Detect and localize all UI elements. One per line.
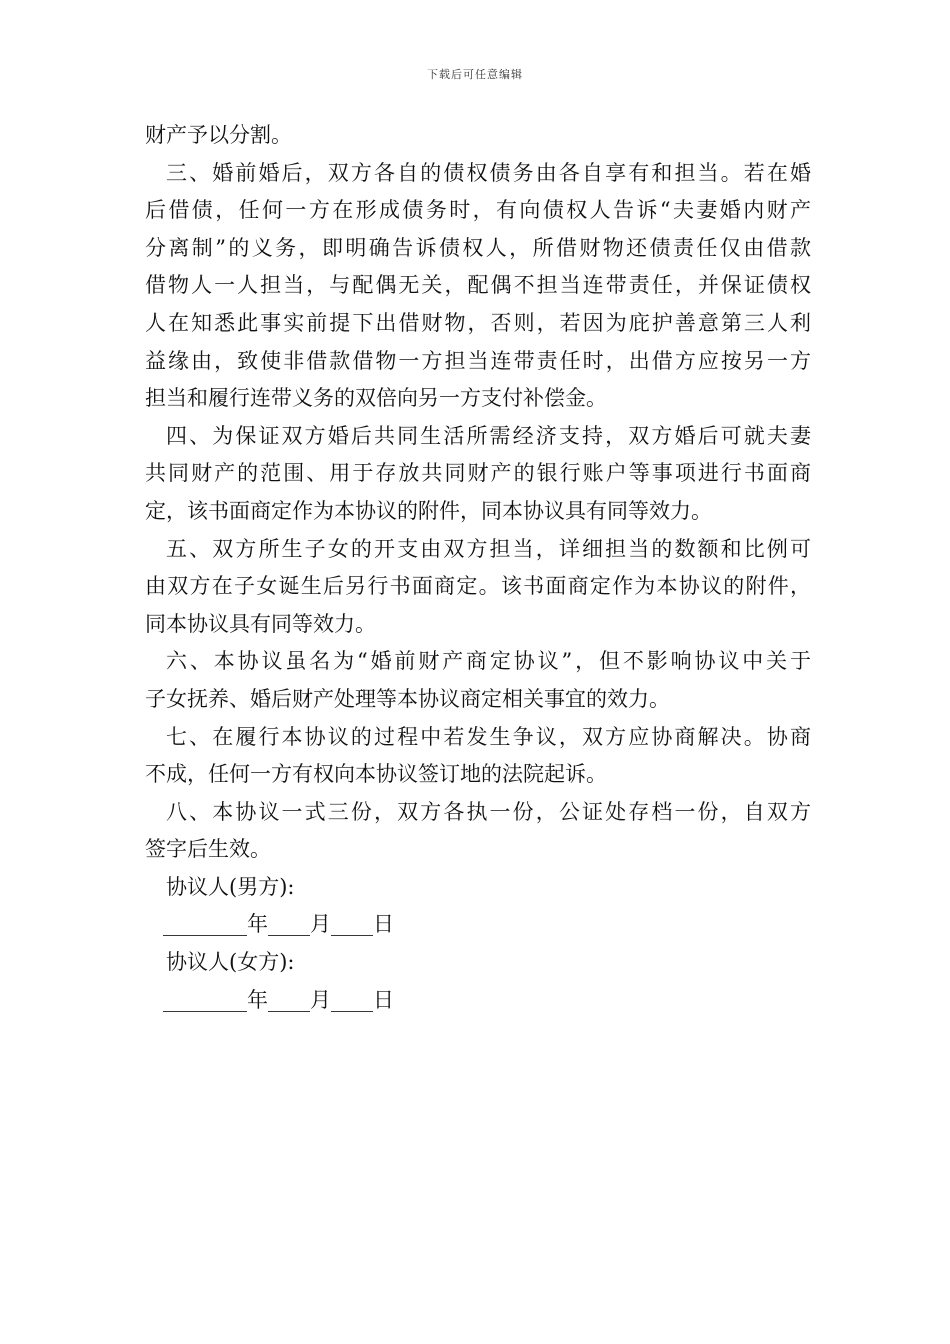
text-line: 财产予以分割。 <box>145 123 292 147</box>
clause-3-line: 借物人一人担当，与配偶无关，配偶不担当连带责任，并保证债权 <box>145 273 811 298</box>
clause-3-line: 担当和履行连带义务的双倍向另一方支付补偿金。 <box>145 386 607 411</box>
page-header: 下载后可任意编辑 <box>427 68 523 81</box>
clause-4-line: 共同财产的范围、用于存放共同财产的银行账户等事项进行书面商 <box>145 461 811 486</box>
clause-5-line: 同本协议具有同等效力。 <box>145 611 376 636</box>
male-signatory-label: 协议人(男方): <box>166 874 295 899</box>
clause-3-line: 益缘由，致使非借款借物一方担当连带责任时，出借方应按另一方 <box>145 348 811 373</box>
clause-7-line: 不成，任何一方有权向本协议签订地的法院起诉。 <box>145 762 607 787</box>
female-signature-date: ________年____月____日 <box>163 987 394 1012</box>
document-body <box>145 117 811 1019</box>
clause-7-line: 七、在履行本协议的过程中若发生争议，双方应协商解决。协商 <box>166 724 811 749</box>
clause-5-line: 由双方在子女诞生后另行书面商定。该书面商定作为本协议的附件， <box>145 574 811 599</box>
clause-6-line: 子女抚养、婚后财产处理等本协议商定相关事宜的效力。 <box>145 686 670 711</box>
clause-8-line: 八、本协议一式三份，双方各执一份，公证处存档一份，自双方 <box>166 799 811 824</box>
clause-4-line: 定，该书面商定作为本协议的附件，同本协议具有同等效力。 <box>145 498 712 523</box>
clause-3-line: 后借债，任何一方在形成债务时，有向债权人告诉“夫妻婚内财产 <box>145 198 811 223</box>
clause-5-line: 五、双方所生子女的开支由双方担当，详细担当的数额和比例可 <box>166 536 811 561</box>
clause-3-line: 人在知悉此事实前提下出借财物，否则，若因为庇护善意第三人利 <box>145 310 811 335</box>
clause-8-line: 签字后生效。 <box>145 837 271 862</box>
clause-3-line: 三、婚前婚后，双方各自的债权债务由各自享有和担当。若在婚 <box>166 160 811 185</box>
clause-3-line: 分离制”的义务，即明确告诉债权人，所借财物还债责任仅由借款 <box>145 235 811 260</box>
clause-6-line: 六、本协议虽名为“婚前财产商定协议”，但不影响协议中关于 <box>166 649 811 674</box>
clause-4-line: 四、为保证双方婚后共同生活所需经济支持，双方婚后可就夫妻 <box>166 423 811 448</box>
female-signatory-label: 协议人(女方): <box>166 950 295 975</box>
male-signature-date: ________年____月____日 <box>163 912 394 937</box>
